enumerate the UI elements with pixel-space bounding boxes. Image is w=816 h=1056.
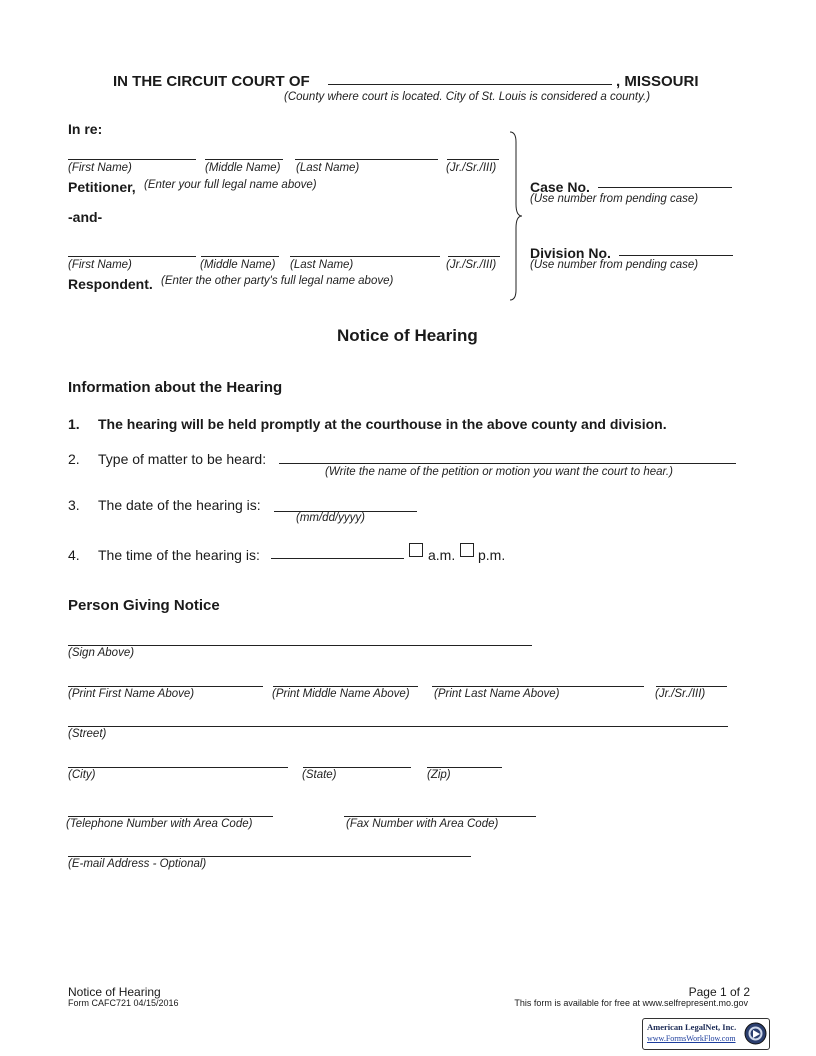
phone-hint: (Telephone Number with Area Code) — [66, 818, 253, 830]
petitioner-first-hint: (First Name) — [68, 162, 132, 174]
county-hint: (County where court is located. City of St. Louis is considered a county.) — [284, 91, 651, 103]
item3-text: The date of the hearing is: — [98, 497, 261, 513]
footer-page: Page 1 of 2 — [688, 985, 750, 999]
item4-text: The time of the hearing is: — [98, 547, 260, 563]
case-no-label: Case No. — [530, 179, 590, 195]
caption-brace — [506, 130, 524, 302]
respondent-middle-line[interactable] — [201, 256, 279, 257]
logo-line1: American LegalNet, Inc. — [647, 1022, 737, 1032]
county-line[interactable] — [328, 84, 612, 85]
footer-availability: This form is available for free at www.selfrepresent.mo.gov — [514, 998, 748, 1008]
footer-form-id: Form CAFC721 04/15/2016 — [68, 998, 179, 1008]
page-title: Notice of Hearing — [337, 326, 478, 345]
state-hint: (State) — [302, 769, 337, 781]
respondent-hint: (Enter the other party's full legal name above) — [161, 275, 394, 287]
item2-text: Type of matter to be heard: — [98, 451, 267, 467]
date-hint: (mm/dd/yyyy) — [296, 512, 365, 524]
respondent-last-hint: (Last Name) — [290, 259, 354, 271]
petitioner-suffix-hint: (Jr./Sr./III) — [446, 162, 497, 174]
print-middle-line[interactable] — [273, 686, 418, 687]
street-hint: (Street) — [68, 728, 107, 740]
print-suffix-line[interactable] — [656, 686, 727, 687]
pm-label: p.m. — [478, 547, 506, 563]
respondent-first-hint: (First Name) — [68, 259, 132, 271]
item4-number: 4. — [68, 547, 80, 563]
hearing-heading: Information about the Hearing — [68, 379, 283, 396]
item1-number: 1. — [68, 416, 80, 432]
fax-hint: (Fax Number with Area Code) — [346, 818, 499, 830]
in-re-label: In re: — [68, 121, 103, 137]
case-no-line[interactable] — [598, 187, 732, 188]
am-label: a.m. — [428, 547, 456, 563]
legalnet-logo[interactable] — [642, 1018, 770, 1050]
signature-line[interactable] — [68, 645, 532, 646]
street-line[interactable] — [68, 726, 728, 727]
print-suffix-hint: (Jr./Sr./III) — [655, 688, 706, 700]
globe-icon — [744, 1022, 767, 1045]
print-last-hint: (Print Last Name Above) — [434, 688, 560, 700]
division-line[interactable] — [619, 255, 733, 256]
print-middle-hint: (Print Middle Name Above) — [272, 688, 410, 700]
sign-hint: (Sign Above) — [68, 647, 135, 659]
case-no-hint: (Use number from pending case) — [530, 193, 699, 205]
state-label: , MISSOURI — [616, 73, 699, 90]
division-label: Division No. — [530, 245, 611, 261]
petitioner-last-line[interactable] — [295, 159, 438, 160]
respondent-label: Respondent. — [68, 276, 153, 292]
item3-number: 3. — [68, 497, 80, 513]
person-heading: Person Giving Notice — [68, 597, 220, 614]
petitioner-middle-line[interactable] — [205, 159, 283, 160]
zip-line[interactable] — [427, 767, 502, 768]
respondent-suffix-hint: (Jr./Sr./III) — [446, 259, 497, 271]
petitioner-first-line[interactable] — [68, 159, 196, 160]
respondent-middle-hint: (Middle Name) — [200, 259, 276, 271]
court-prefix: IN THE CIRCUIT COURT OF — [113, 73, 310, 90]
respondent-first-line[interactable] — [68, 256, 196, 257]
petitioner-last-hint: (Last Name) — [296, 162, 360, 174]
print-last-line[interactable] — [432, 686, 644, 687]
petitioner-suffix-line[interactable] — [447, 159, 499, 160]
print-first-hint: (Print First Name Above) — [68, 688, 195, 700]
petitioner-hint: (Enter your full legal name above) — [144, 179, 317, 191]
pm-checkbox[interactable] — [460, 543, 474, 557]
email-hint: (E-mail Address - Optional) — [68, 858, 207, 870]
zip-hint: (Zip) — [427, 769, 451, 781]
state-line[interactable] — [303, 767, 411, 768]
respondent-suffix-line[interactable] — [448, 256, 500, 257]
city-line[interactable] — [68, 767, 288, 768]
city-hint: (City) — [68, 769, 96, 781]
time-line[interactable] — [271, 558, 404, 559]
and-label: -and- — [68, 209, 103, 225]
item1-text: The hearing will be held promptly at the courthouse in the above county and division. — [98, 416, 667, 432]
matter-hint: (Write the name of the petition or motion you want the court to hear.) — [325, 466, 673, 478]
petitioner-middle-hint: (Middle Name) — [205, 162, 281, 174]
footer-doc-title: Notice of Hearing — [68, 985, 161, 999]
division-hint: (Use number from pending case) — [530, 259, 699, 271]
matter-line[interactable] — [279, 463, 736, 464]
email-line[interactable] — [68, 856, 471, 857]
print-first-line[interactable] — [68, 686, 263, 687]
logo-line2: www.FormsWorkFlow.com — [647, 1034, 736, 1043]
phone-line[interactable] — [68, 816, 273, 817]
am-checkbox[interactable] — [409, 543, 423, 557]
respondent-last-line[interactable] — [290, 256, 440, 257]
fax-line[interactable] — [344, 816, 536, 817]
petitioner-label: Petitioner, — [68, 179, 136, 195]
item2-number: 2. — [68, 451, 80, 467]
